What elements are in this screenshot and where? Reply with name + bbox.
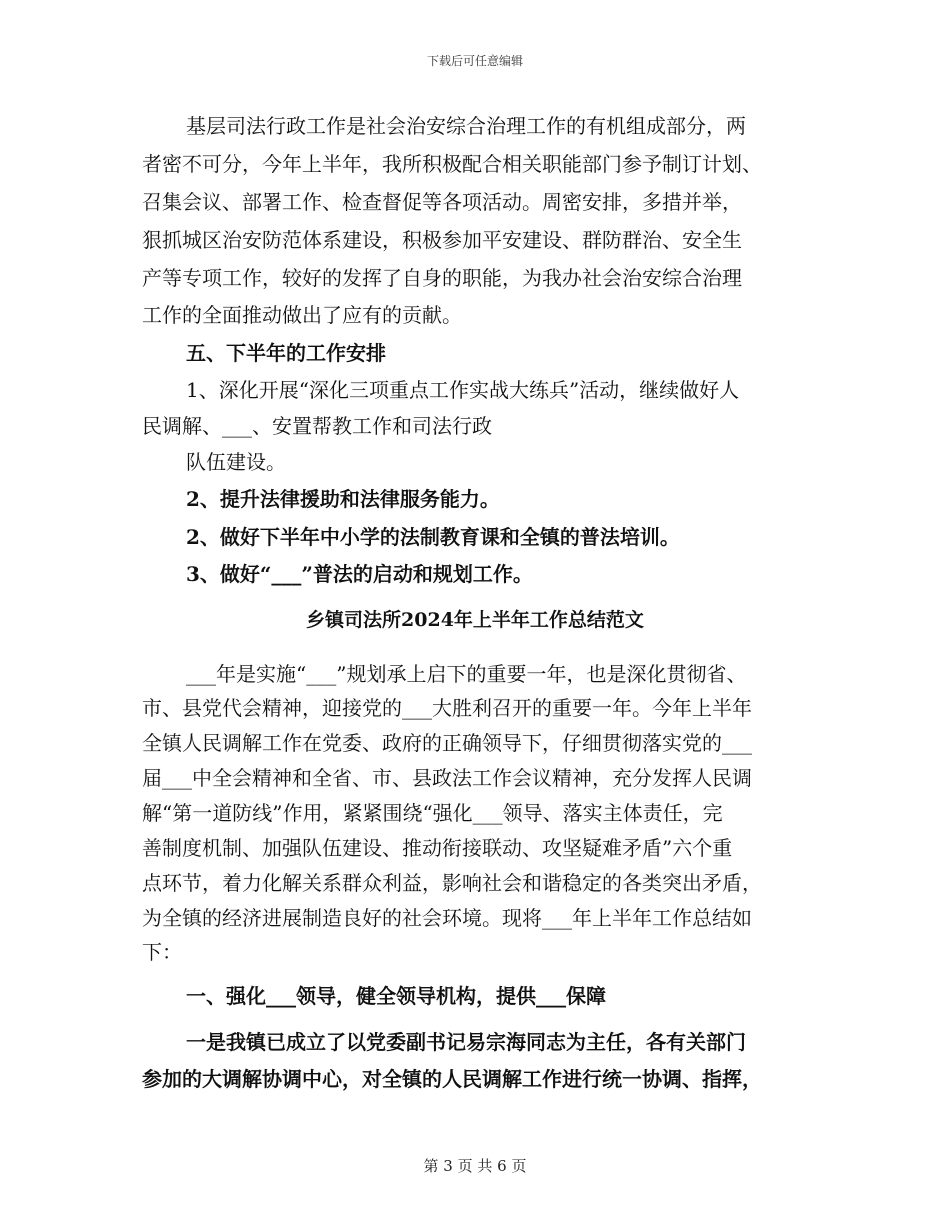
paragraph-line: 工作的全面推动做出了应有的贡献。 (142, 303, 462, 327)
paragraph-line: 善制度机制、加强队伍建设、推动衔接联动、攻坚疑难矛盾”六个重 (142, 836, 733, 860)
article-title: 乡镇司法所2024年上半年工作总结范文 (306, 609, 644, 631)
list-item: 2、提升法律援助和法律服务能力。 (186, 487, 500, 511)
paragraph-line: 下： (142, 940, 182, 964)
page-header-note: 下载后可任意编辑 (426, 54, 523, 68)
page-number: 第 3 页 共 6 页 (423, 1157, 527, 1175)
paragraph-line: 点环节，着力化解关系群众利益，影响社会和谐稳定的各类突出矛盾， (142, 871, 762, 895)
paragraph-line: 市、县党代会精神，迎接党的___大胜利召开的重要一年。今年上半年 (142, 696, 752, 720)
paragraph-line: 狠抓城区治安防范体系建设，积极参加平安建设、群防群治、安全生 (142, 228, 742, 252)
paragraph-line: 者密不可分，今年上半年，我所积极配合相关职能部门参予制订计划、 (142, 152, 762, 176)
paragraph-line: ___年是实施“___”规划承上启下的重要一年，也是深化贯彻省、 (186, 662, 747, 686)
paragraph-line: 基层司法行政工作是社会治安综合治理工作的有机组成部分，两 (186, 114, 746, 138)
paragraph-line: 届___中全会精神和全省、市、县政法工作会议精神，充分发挥人民调 (142, 766, 752, 790)
list-item-line: 民调解、___、安置帮教工作和司法行政 (142, 414, 492, 438)
paragraph-line: 产等专项工作，较好的发挥了自身的职能，为我办社会治安综合治理 (142, 266, 742, 290)
list-item-line: 1、深化开展“深化三项重点工作实战大练兵”活动，继续做好人 (186, 378, 740, 402)
paragraph-line: 召集会议、部署工作、检查督促等各项活动。周密安排，多措并举， (142, 190, 742, 214)
paragraph-line: 参加的大调解协调中心，对全镇的人民调解工作进行统一协调、指挥， (142, 1067, 762, 1091)
paragraph-line: 一是我镇已成立了以党委副书记易宗海同志为主任，各有关部门 (186, 1030, 746, 1054)
paragraph-line: 为全镇的经济进展制造良好的社会环境。现将___年上半年工作总结如 (142, 906, 752, 930)
list-item-line: 队伍建设。 (186, 450, 286, 474)
section-heading: 一、强化___领导，健全领导机构，提供___保障 (186, 984, 606, 1008)
section-heading: 五、下半年的工作安排 (186, 341, 386, 365)
paragraph-line: 解“第一道防线”作用，紧紧围绕“强化___领导、落实主体责任，完 (142, 801, 723, 825)
paragraph-line: 全镇人民调解工作在党委、政府的正确领导下，仔细贯彻落实党的___ (142, 731, 752, 755)
list-item: 2、做好下半年中小学的法制教育课和全镇的普法培训。 (186, 525, 680, 549)
list-item: 3、做好“___”普法的启动和规划工作。 (186, 562, 533, 586)
